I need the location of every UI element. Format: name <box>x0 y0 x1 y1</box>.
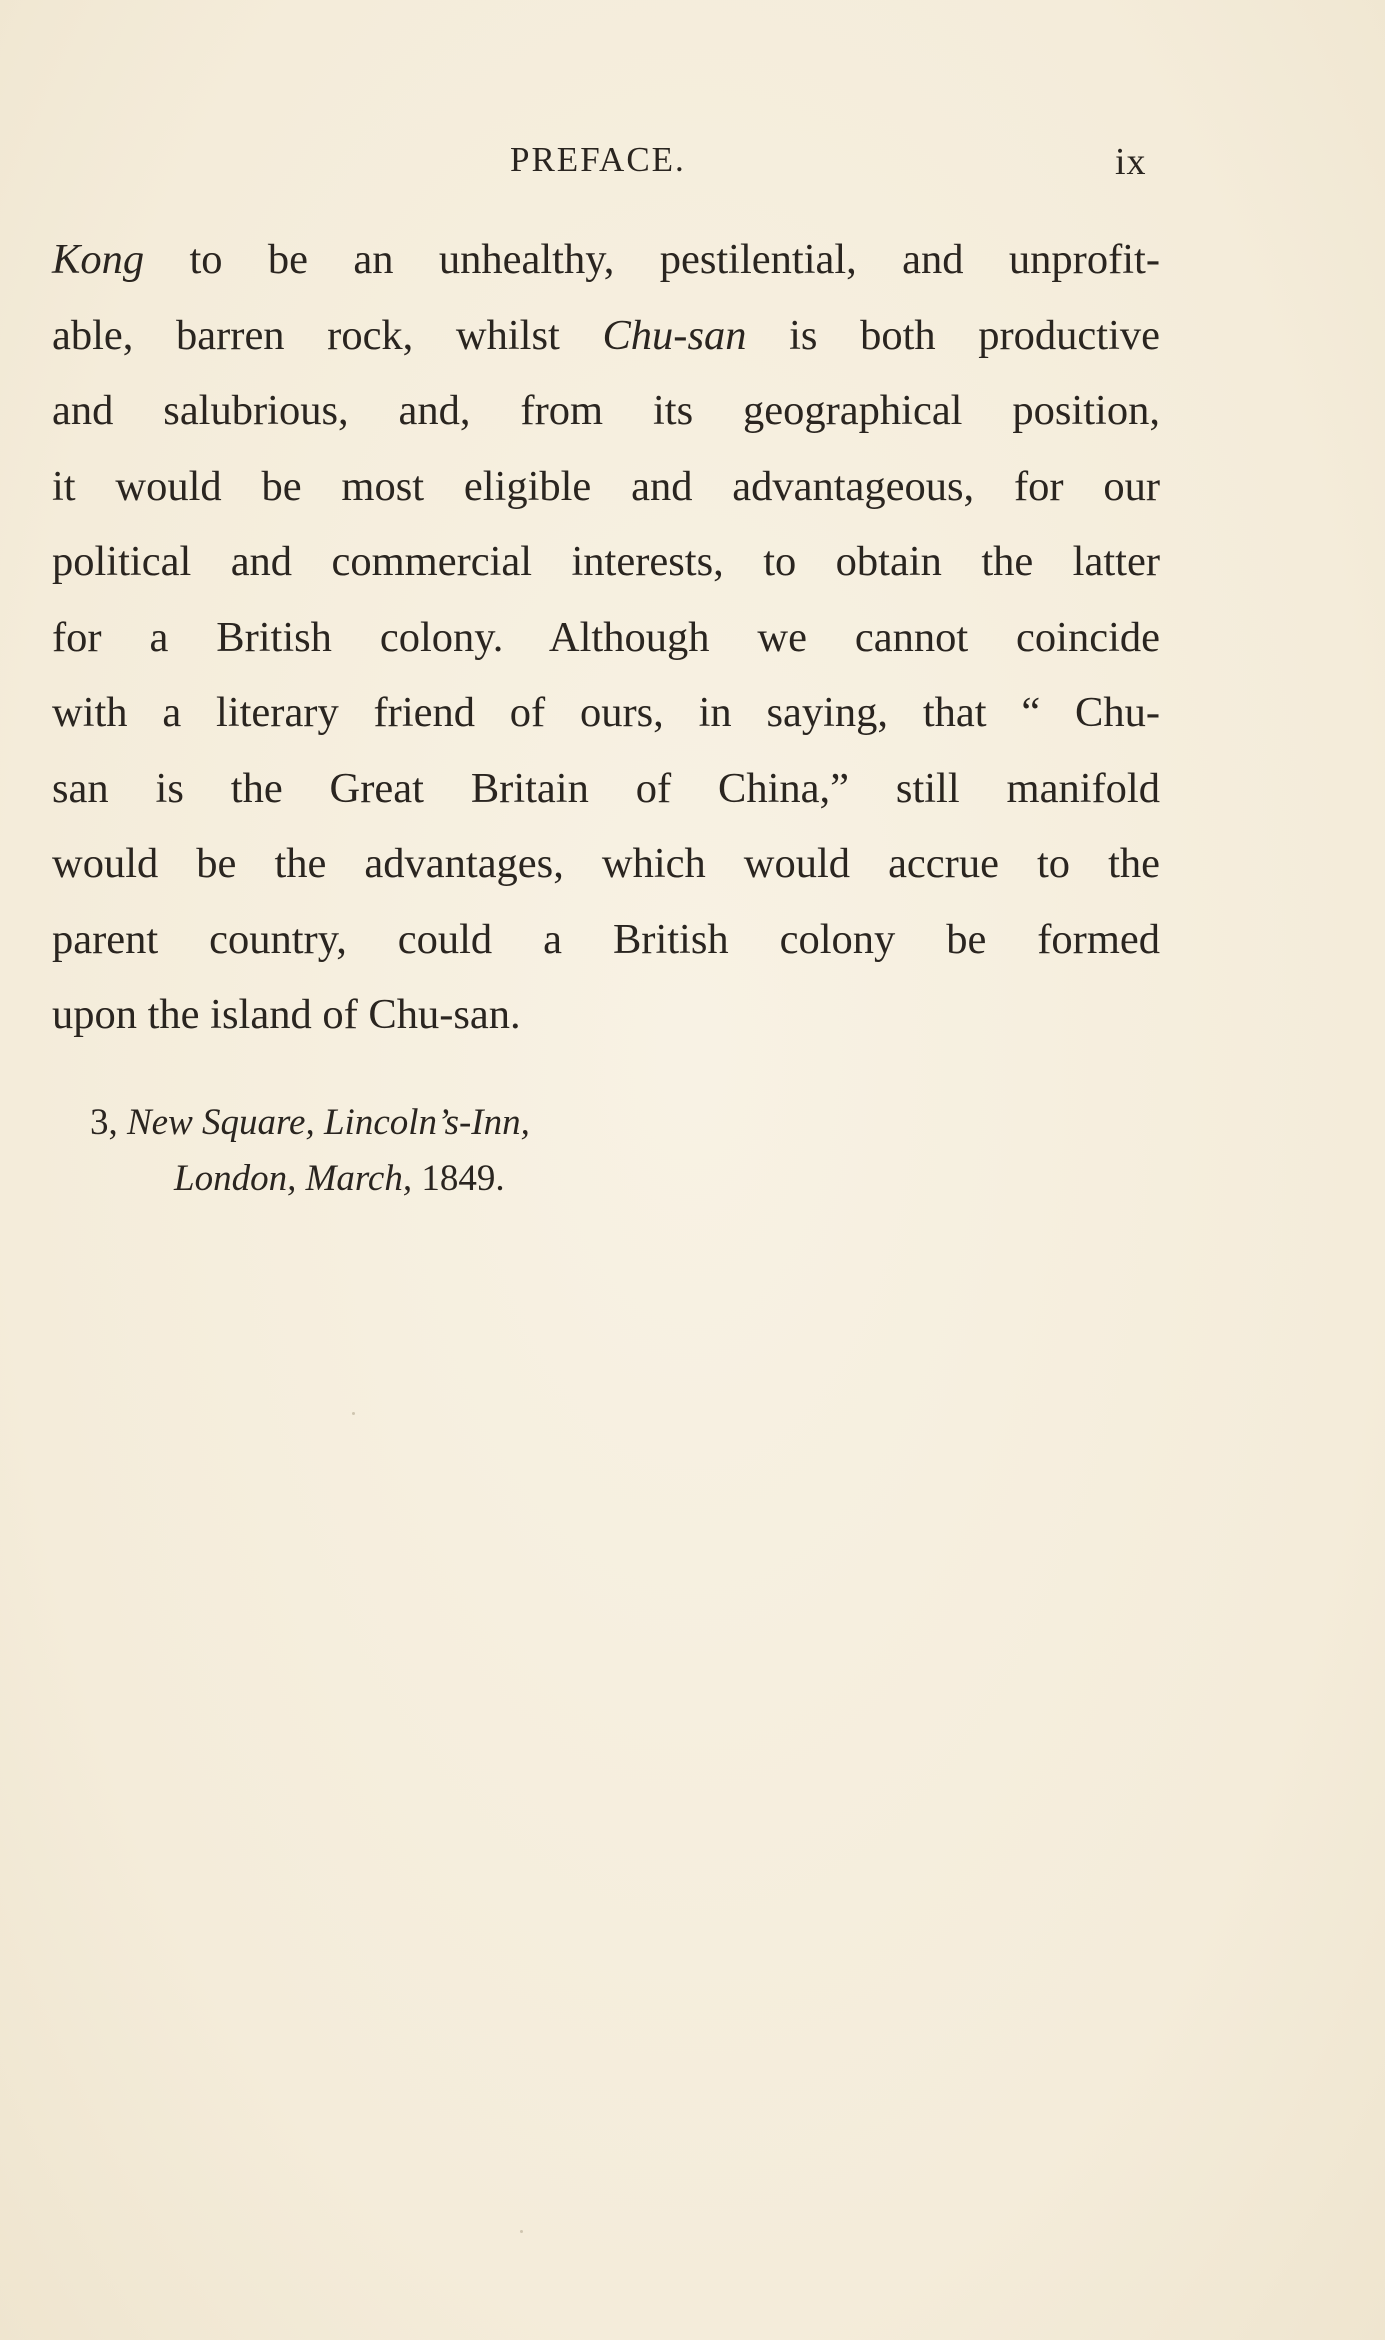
signature-address-line <box>90 1095 530 1151</box>
text-line: for a British colony. Although we cannot coincide <box>52 613 1160 661</box>
text-line: would be the advantages, which would accrue to the <box>52 840 1160 887</box>
preface-paragraph <box>52 222 1160 1053</box>
text-line: with a literary friend of ours, in saying, that “ Chu- <box>52 689 1160 736</box>
paper-speck <box>352 1412 355 1415</box>
address-number: 3, <box>90 1102 127 1143</box>
text-line: political and commercial interests, to obtain the latter <box>52 538 1160 585</box>
page-number: ix <box>1115 141 1147 183</box>
text-line: san is the Great Britain of China,” still manifold <box>52 764 1160 812</box>
running-title: PREFACE. <box>510 140 686 179</box>
line-text: able, barren rock, whilst <box>52 311 603 359</box>
text-line <box>52 222 1160 298</box>
text-line: and salubrious, and, from its geographical position, <box>52 387 1160 434</box>
text-line <box>52 298 1160 374</box>
line-text: is both productive <box>746 311 1160 359</box>
year-text: 1849. <box>412 1158 505 1199</box>
signature-block <box>90 1095 530 1207</box>
address-text: New Square, Lincoln’s-Inn, <box>127 1102 530 1143</box>
text-line: upon the island of Chu-san. <box>52 991 521 1038</box>
italic-word: Kong <box>52 236 145 283</box>
line-text: to be an unhealthy, pestilential, and unprofit- <box>144 236 1160 283</box>
text-line: it would be most eligible and advantageous, for our <box>52 462 1160 510</box>
text-line: parent country, could a British colony be formed <box>52 915 1160 963</box>
place-date-text: London, March, <box>174 1158 413 1199</box>
running-head <box>0 140 1385 190</box>
signature-date-line <box>90 1151 530 1207</box>
italic-word: Chu-san <box>602 311 747 359</box>
paper-speck <box>520 2230 523 2233</box>
